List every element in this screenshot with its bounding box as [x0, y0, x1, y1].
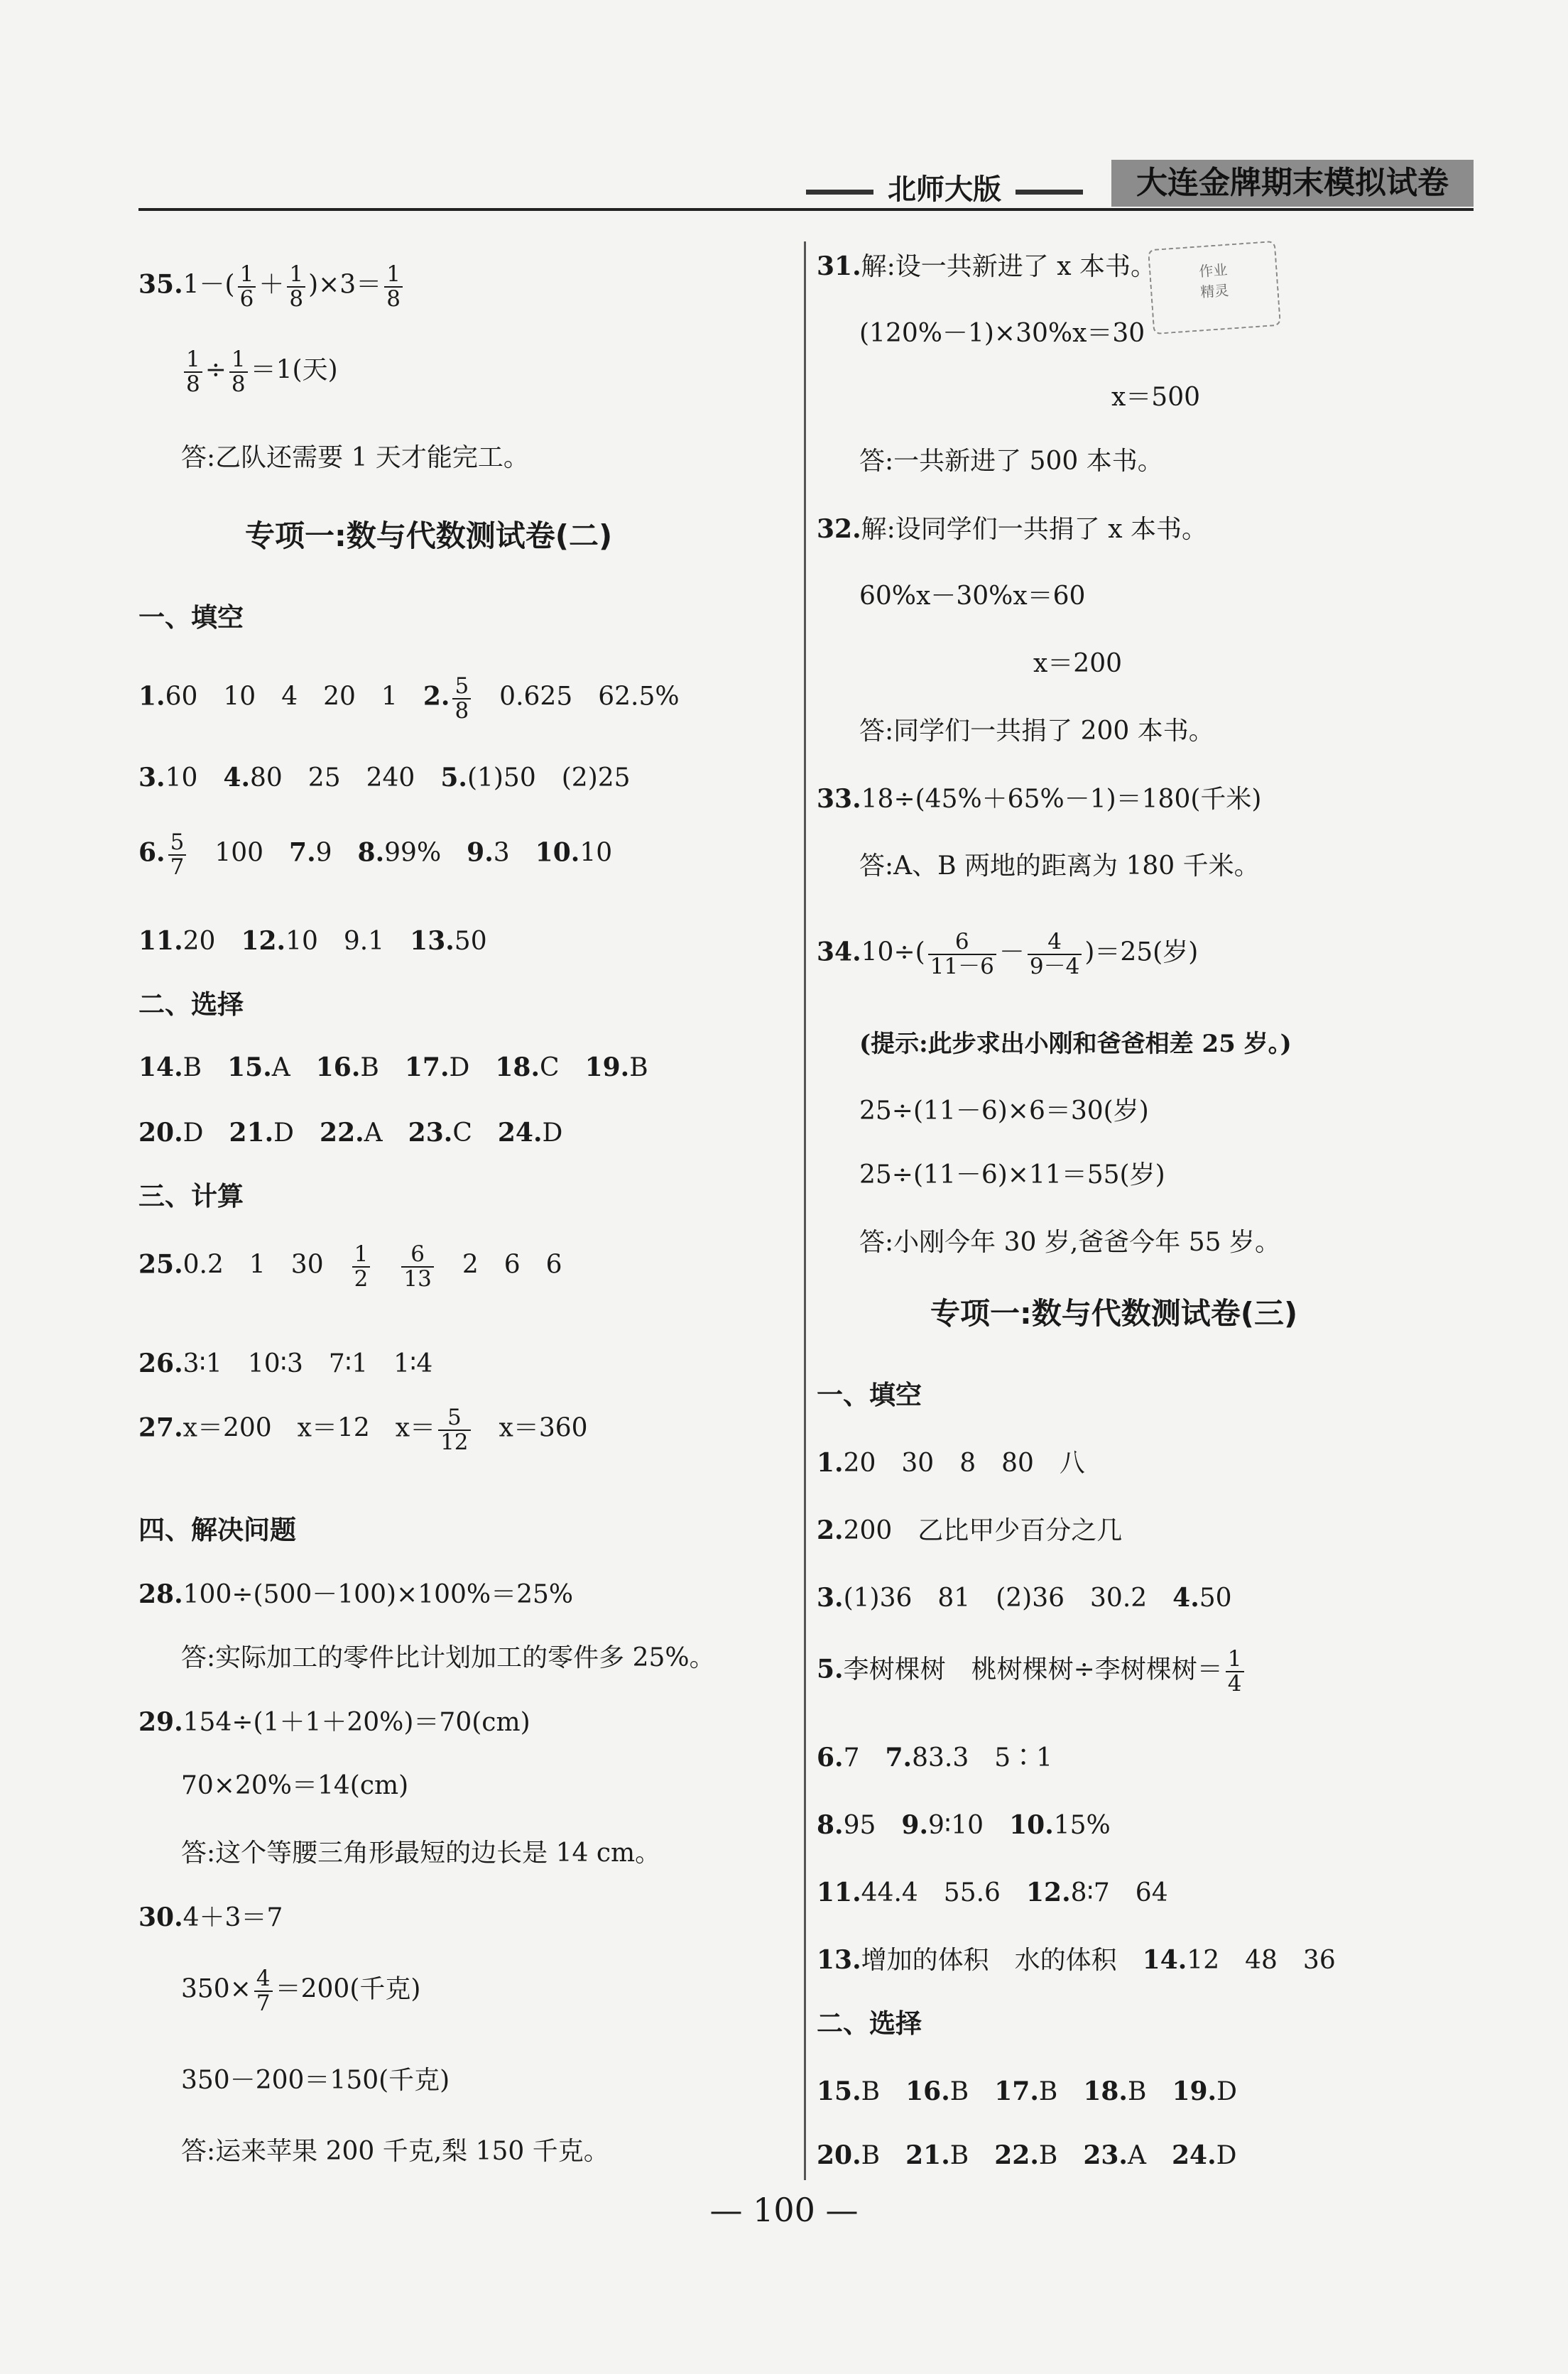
answer-line: x＝500: [1111, 383, 1201, 412]
answer-line: 25÷(11－6)×11＝55(岁): [859, 1160, 1165, 1189]
answer-row: 25.0.2 1 30 $\frac{1}{2}$ $\frac{6}{13}$ 2 6 6: [138, 1241, 562, 1292]
page-header: [138, 160, 1474, 217]
fraction: $\frac{5}{7}$: [168, 831, 187, 878]
answer-35-step2: $\frac{1}{8}$ ÷ $\frac{1}{8}$ ＝1(天): [138, 348, 338, 396]
page-number: — 100 —: [709, 2191, 859, 2229]
fraction: $\frac{5}{12}$: [438, 1406, 470, 1454]
answer-row: 11.44.4 55.6 12.8∶7 64: [817, 1878, 1168, 1907]
answer-row: 32.解:设同学们一共捐了 x 本书。: [817, 514, 1207, 544]
answer-row: 27.x＝200 x＝12 x＝ $\frac{5}{12}$ x＝360: [138, 1405, 588, 1455]
answer-row: 15.B 16.B 17.B 18.B 19.D: [817, 2076, 1237, 2106]
answer-line: 25÷(11－6)×6＝30(岁): [859, 1096, 1149, 1126]
answer-row: 3.10 4.80 25 240 5.(1)50 (2)25: [138, 763, 631, 793]
answer-line: x＝200: [1033, 649, 1123, 678]
answer-row: 13.增加的体积 水的体积 14.12 48 36: [817, 1945, 1336, 1975]
section-title: 专项一:数与代数测试卷(三): [930, 1296, 1298, 1331]
fraction: $\frac{1}{8}$: [229, 348, 248, 396]
column-divider: [804, 241, 806, 2180]
answer-row: 28.100÷(500－100)×100%＝25%: [138, 1579, 574, 1609]
answer-row: 2.200 乙比甲少百分之几: [817, 1515, 1123, 1545]
hint-line: (提示:此步求出小刚和爸爸相差 25 岁。): [859, 1030, 1292, 1058]
answer-row: 20.D 21.D 22.A 23.C 24.D: [138, 1118, 563, 1148]
answer-row: 8.95 9.9∶10 10.15%: [817, 1810, 1111, 1840]
stamp-image: 作业 精灵: [1148, 241, 1281, 334]
subsection-fill: 一、填空: [817, 1380, 922, 1410]
fraction: $\frac{1}{8}$: [384, 263, 403, 310]
answer-line: 答:这个等腰三角形最短的边长是 14 cm。: [181, 1839, 661, 1868]
section-title: 专项一:数与代数测试卷(二): [245, 518, 613, 553]
answer-line: 答:实际加工的零件比计划加工的零件多 25%。: [181, 1643, 715, 1672]
answer-row: 29.154÷(1＋1＋20%)＝70(cm): [138, 1707, 530, 1737]
fraction: $\frac{6}{11-6}$: [928, 930, 996, 978]
header-rule: [138, 208, 1474, 211]
subsection-calc: 三、计算: [138, 1181, 244, 1211]
fraction: $\frac{4}{9-4}$: [1028, 930, 1082, 978]
subsection-choice: 二、选择: [138, 989, 244, 1020]
answer-35: 35.1－( $\frac{1}{6}$ ＋ $\frac{1}{8}$ )×3＝ $\frac{1}{8}$: [138, 263, 405, 310]
answer-line: 350－200＝150(千克): [181, 2066, 450, 2095]
fraction: $\frac{6}{13}$: [401, 1243, 433, 1290]
fraction: $\frac{1}{2}$: [352, 1243, 371, 1290]
series-banner: 大连金牌期末模拟试卷: [1111, 160, 1474, 207]
fraction: $\frac{4}{7}$: [254, 1967, 273, 2015]
answer-row: 20.B 21.B 22.B 23.A 24.D: [817, 2140, 1237, 2170]
answer-row: 33.18÷(45%＋65%－1)＝180(千米): [817, 784, 1262, 814]
answer-row: 1.60 10 4 20 1 2. $\frac{5}{8}$ 0.625 62.5%: [138, 673, 680, 724]
answer-line: 答:一共新进了 500 本书。: [859, 447, 1163, 476]
answer-line: 答:同学们一共捐了 200 本书。: [859, 717, 1214, 746]
answer-line: 答:A、B 两地的距离为 180 千米。: [859, 851, 1260, 881]
answer-line: 350× $\frac{4}{7}$ ＝200(千克): [181, 1966, 421, 2016]
answer-row: 30.4＋3＝7: [138, 1902, 283, 1932]
subsection-choice: 二、选择: [817, 2008, 922, 2039]
answer-line: 60%x－30%x＝60: [859, 582, 1086, 611]
answer-35-conclusion: 答:乙队还需要 1 天才能完工。: [181, 443, 529, 472]
answer-row: 3.(1)36 81 (2)36 30.2 4.50: [817, 1583, 1232, 1613]
answer-row: 14.B 15.A 16.B 17.D 18.C 19.B: [138, 1052, 648, 1082]
answer-row: 1.20 30 8 80 八: [817, 1448, 1085, 1478]
answer-line: 70×20%＝14(cm): [181, 1771, 409, 1800]
answer-row: 5.李树棵树 桃树棵树÷李树棵树＝ $\frac{1}{4}$: [817, 1648, 1247, 1695]
answer-row: 31.解:设一共新进了 x 本书。: [817, 251, 1156, 281]
answer-line: 答:运来苹果 200 千克,梨 150 千克。: [181, 2137, 609, 2166]
fraction: $\frac{5}{8}$: [452, 675, 471, 722]
fraction: $\frac{1}{8}$: [184, 348, 202, 396]
answer-row: 11.20 12.10 9.1 13.50: [138, 926, 487, 956]
answer-row: 26.3∶1 10∶3 7∶1 1∶4: [138, 1349, 433, 1378]
subsection-fill: 一、填空: [138, 602, 244, 633]
subsection-solve: 四、解决问题: [138, 1515, 296, 1545]
answer-line: 答:小刚今年 30 岁,爸爸今年 55 岁。: [859, 1228, 1280, 1257]
edition-label: 北师大版: [792, 167, 1097, 207]
answer-row: 6.7 7.83.3 5∶1: [817, 1743, 1053, 1773]
fraction: $\frac{1}{4}$: [1226, 1648, 1244, 1695]
answer-line: (120%－1)×30%x＝30: [859, 319, 1145, 348]
answer-row: 34.10÷( $\frac{6}{11-6}$ － $\frac{4}{9-4}$ )＝25(岁): [817, 929, 1199, 979]
fraction: $\frac{1}{8}$: [287, 263, 305, 310]
answer-row: 6. $\frac{5}{7}$ 100 7.9 8.99% 9.3 10.10: [138, 829, 613, 880]
fraction: $\frac{1}{6}$: [238, 263, 256, 310]
